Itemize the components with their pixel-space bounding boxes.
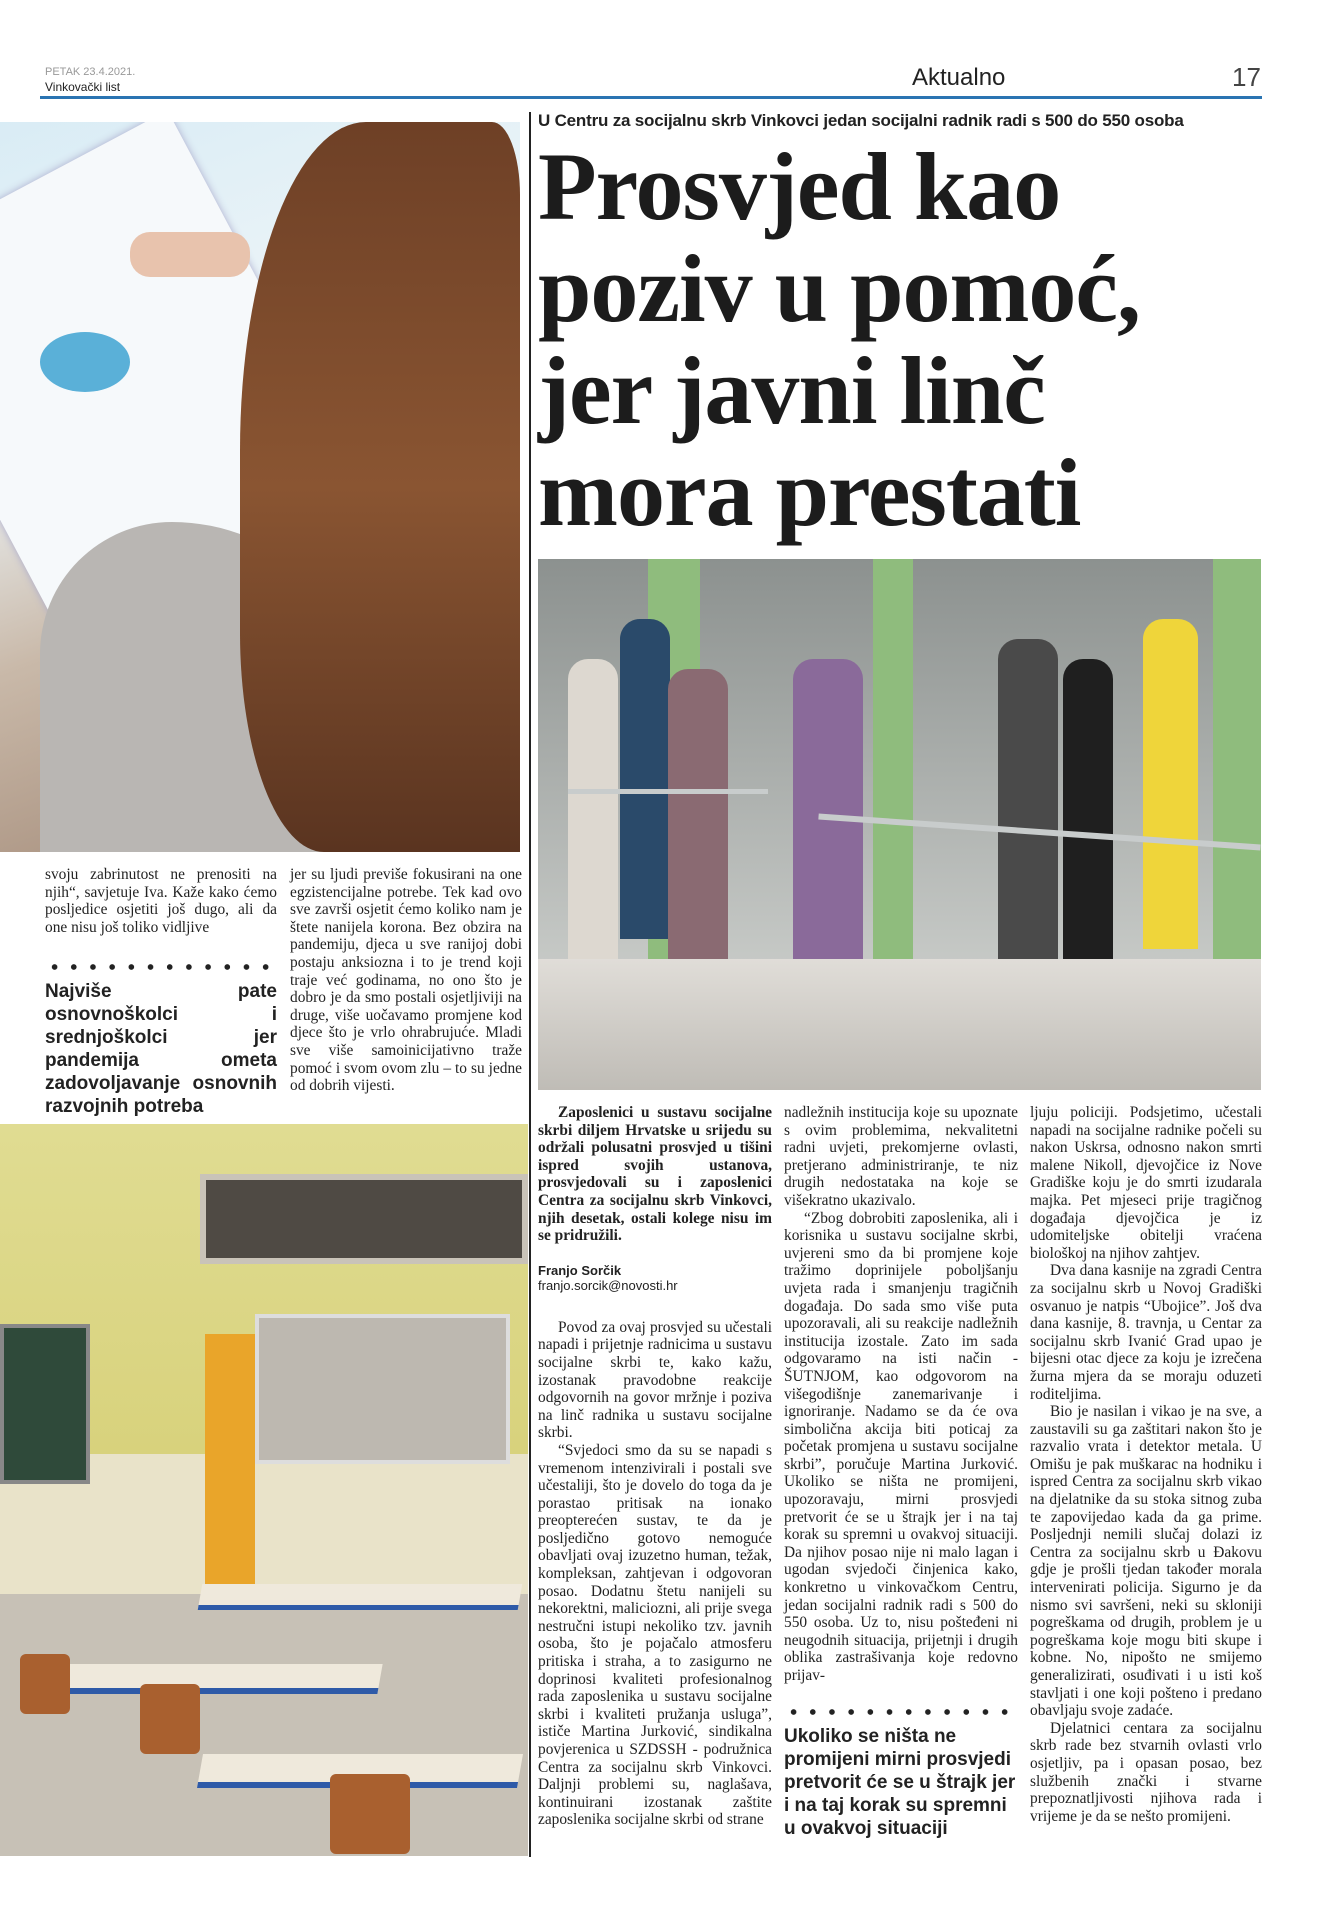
page-number: 17 (1232, 62, 1261, 92)
chair (20, 1654, 70, 1714)
paragraph: svoju zabrinutost ne prenositi na njih“, savjetuje Iva. Kaže kako ćemo posljedice osjetiti još dugo, ali da one nisu još toliko vidljive (45, 866, 277, 936)
pillar (1213, 559, 1261, 979)
newspaper-name: Vinkovački list (45, 80, 121, 94)
header-rule (40, 96, 1262, 99)
photo-protest (538, 559, 1261, 1090)
author-email[interactable]: franjo.sorcik@novosti.hr (538, 1277, 678, 1293)
person (568, 659, 618, 959)
author-name: Franjo Sorčik (538, 1262, 622, 1278)
article-headline: Prosvjed kao poziv u pomoć, jer javni linč mora prestati (538, 133, 1141, 546)
dotted-separator (45, 962, 277, 972)
paragraph: “Zbog dobrobiti zaposlenika, ali i korisnika u sustavu socijalne skrbi, uvjereni smo da bi promjene koje tražimo doprinijele poboljšanju uvjeta rada i smanjenju tragičnih događaja. Do sada smo više puta upozoravali, ali su reakcije nadležnih institucija izostale. Zato im sada odgovaramo na isti način - ŠUTNJOM, kao odgovorom na višegodišnje zanemarivanje i ignoriranje. Nadamo se da će ova simbolična akcija biti poticaj za početak promjena u sustavu socijalne skrbi”, poručuje Martina Jurković. Ukoliko se ništa ne promijeni, upozoravaju, mirni prosvjedi pretvorit će se u štrajk jer i na taj korak su spremni u ovakvoj situaciji. Da njihov posao nije ni malo lagan i ugodan svjedoči činjenica kako, konkretno u vinkovačkom Centru, jedan socijalni radnik radi s 500 do 550 osoba. Uz to, nisu pošteđeni ni neugodnih situacija, prijetnji i drugih oblika zastrašivanja koje redovno prijav- (784, 1209, 1018, 1684)
column-divider (529, 112, 531, 1857)
issue-date: PETAK 23.4.2021. (45, 66, 136, 78)
person (793, 659, 863, 959)
dotted-separator (784, 1707, 1018, 1717)
paragraph: “Svjedoci smo da su se napadi s vremenom intenzivirali i postali sve učestaliji, što je dovelo do toga da je porastao pritisak na ionako preopterećen sustav, te da je posljedično gotovo nemoguće obavljati ovaj izuzetno human, težak, kompleksan, zahtjevan i odgovoran posao. Dodatnu štetu nanijeli su nekorektni, maliciozni, ali prije svega nestručni istupi nekoliko tzv. javnih osoba, što je pojačalo atmosferu pritiska i straha, a to zasigurno ne doprinosi kvaliteti profesionalnog rada zaposlenika u sustavu socijalne skrbi i kvaliteti pružanja usluga”, ističe Martina Jurković, sindikalna povjerenica u SZDSSH - podružnica Centra za socijalnu skrb Vinkovci. Daljnji problemi su, naglašava, kontinuirani izostanak zaštite zaposlenika socijalne skrbi od strane (538, 1441, 772, 1829)
paragraph: nadležnih institucija koje su upoznate s ovim problemima, nekvalitetni radni uvjeti, prekomjerne ovlasti, pretjerano administriranje, te niz drugih nedostataka na koje se višekratno ukazivalo. (784, 1104, 1018, 1209)
paragraph: ljuju policiji. Podsjetimo, učestali napadi na socijalne radnike počeli su nakon Uskrsa, odnosno nakon smrti malene Nikoll, djevojčice iz Nove Gradiške koju je do smrti izudarala majka. Pet mjeseci prije tragičnog događaja djevojčica je iz udomiteljske obitelji vraćena biološkoj na njihov zahtjev. (1030, 1104, 1262, 1262)
person (620, 619, 670, 939)
person (1143, 619, 1198, 949)
paragraph: Bio je nasilan i vikao je na sve, a zaustavili su ga zaštitari nakon što je razvalio vrata i detektor metala. U Omišu je pak muškarac na hodniku i ispred Centra za socijalnu skrb vikao na djelatnike da su stoka sitnog zuba te zapovijedao kada da ga prime. Posljednji nemili slučaj dolazi iz Centra za socijalnu skrb u Đakovu gdje je prošli tjedan također morala intervenirati policija. Sigurno je da nismo svi savršeni, neki su skloniji pogreškama od drugih, problem je u pogreškama koje mogu biti skupe i kobne. No, nipošto ne smijemo generalizirati, osuđivati i u isti koš stavljati i one koji pošteno i predano obavljaju svoje zadaće. (1030, 1403, 1262, 1720)
floor (0, 1594, 528, 1856)
section-title: Aktualno (912, 64, 1006, 91)
article-col1 (538, 1104, 772, 1829)
paragraph: jer su ljudi previše fokusirani na one egzistencijalne potrebe. Tek kad ovo sve završi osjetit ćemo koliko nam je štete nanijela korona. Bez obzira na pandemiju, djeca u sve ranijoj dobi postaju anksiozna i to je trend koji traje već godinama, no ono što je dobro je da smo postali osjetljiviji na druge, više uočavamo promjene kod djece što je vrlo ohrabrujuće. Mladi sve više samoinicijativno traže pomoć i svom ovom zlu – to su jedne od dobrih vijesti. (290, 866, 522, 1095)
chair (140, 1684, 200, 1754)
door (205, 1334, 255, 1594)
girl-hair (240, 122, 520, 852)
chair (330, 1774, 410, 1854)
handrail (568, 789, 768, 794)
pillar (873, 559, 913, 979)
article-lead: Zaposlenici u sustavu socijalne skrbi diljem Hrvatske u srijedu su održali polusatni prosvjed u tišini ispred svojih ustanova, prosvjedovali su i zaposlenici Centra za socijalnu skrb Vinkovci, njih desetak, ostali kolege nisu im se pridružili. (538, 1104, 772, 1245)
notice-board (255, 1314, 510, 1464)
person (998, 639, 1058, 959)
chalkboard (0, 1324, 90, 1484)
article-kicker: U Centru za socijalnu skrb Vinkovci jedan socijalni radnik radi s 500 do 550 osoba (538, 111, 1184, 130)
desk (37, 1664, 382, 1694)
side-article-col1 (45, 866, 277, 1118)
girl-hand (130, 232, 250, 277)
paragraph: Djelatnici centara za socijalnu skrb rade bez stvarnih ovlasti vrlo osjetljiv, pa i opasan posao, bez službenih znački i stvarne prepoznatljivosti njihova rada i vrijeme je da se nešto promijeni. (1030, 1719, 1262, 1825)
paragraph: Povod za ovaj prosvjed su učestali napadi i prijetnje radnicima u sustavu socijalne skrbi te, kako kažu, izostanak pravodobne reakcije odgovornih na govor mržnje i poziva na linč radnika u sustavu socijalne skrbi. (538, 1318, 772, 1442)
paragraph: Dva dana kasnije na zgradi Centra za socijalnu skrb u Novoj Gradiški osvanuo je natpis “Ubojice”. Još dva dana kasnije, 8. travnja, u Centar za socijalnu skrb Ivanić Grad upao je bijesni otac djece za koju je izrečena žurna mjera da se moraju oduzeti roditeljima. (1030, 1262, 1262, 1403)
desk (198, 1584, 523, 1610)
pull-quote: Ukoliko se ništa ne promijeni mirni prosvjedi pretvorit će se u štrajk jer i na taj korak su spremni u ovakvoj situaciji (784, 1725, 1016, 1839)
photo-classroom (0, 1124, 528, 1856)
side-article-col2 (290, 866, 522, 1095)
photo-girl-reading (0, 122, 520, 852)
article-col3 (1030, 1104, 1262, 1825)
person (1063, 659, 1113, 959)
article-col2 (784, 1104, 1018, 1840)
steps (538, 959, 1261, 1090)
windows (200, 1174, 528, 1264)
side-subheading: Najviše pate osnovnoškolci i srednjoškolci jer pandemija ometa zadovoljavanje osnovnih razvojnih potreba (45, 981, 277, 1118)
book-illustration (40, 332, 130, 392)
person (668, 669, 728, 959)
